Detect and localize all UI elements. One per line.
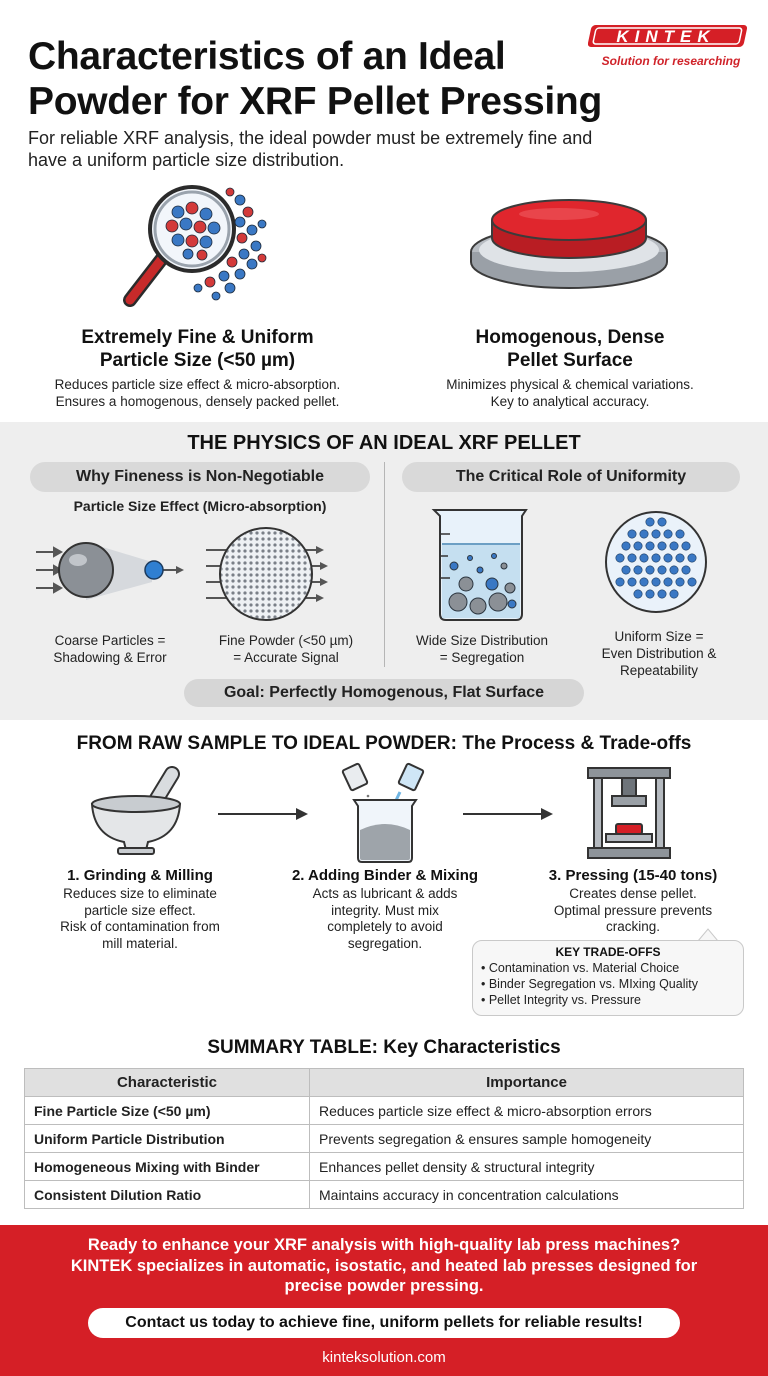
uniform-label-line-1: Uniform Size =: [614, 629, 704, 644]
table-cell-importance: Maintains accuracy in concentration calculations: [310, 1181, 744, 1209]
uniform-label-line-3: Repeatability: [619, 663, 699, 678]
uniform-particle: [658, 542, 666, 550]
page-title: [28, 34, 668, 124]
page-subtitle: [28, 127, 728, 171]
fine-label-line-1: Fine Powder (<50 µm): [218, 633, 354, 648]
uniform-particle: [646, 590, 654, 598]
section-divider: [384, 462, 385, 667]
uniform-particle: [628, 578, 636, 586]
wide-distribution-beaker-icon: [426, 504, 536, 622]
uniform-particle: [676, 554, 684, 562]
subtitle-line-2: have a uniform particle size distribution.: [28, 150, 345, 170]
uniform-particle: [652, 530, 660, 538]
uniform-particle: [682, 542, 690, 550]
table-row: [25, 1125, 744, 1153]
uniform-distribution-disk-icon: [604, 510, 708, 614]
table-cell-importance: Enhances pellet density & structural integrity: [310, 1153, 744, 1181]
pellet-disk-icon: [464, 190, 674, 290]
fine-powder-disk-icon: [206, 524, 328, 624]
feature-fine-desc-line-1: Reduces particle size effect & micro-absorption.: [54, 377, 341, 392]
fine-label-line-2: = Accurate Signal: [233, 650, 339, 665]
step-1-desc-line-2: particle size effect.: [84, 902, 196, 918]
tradeoff-item: • Pellet Integrity vs. Pressure: [481, 993, 641, 1007]
uniform-particle: [658, 566, 666, 574]
uniform-particle: [646, 542, 654, 550]
feature-surface-desc: [400, 376, 740, 410]
table-cell-importance: Prevents segregation & ensures sample homogeneity: [310, 1125, 744, 1153]
uniform-particle: [646, 566, 654, 574]
uniform-particle: [652, 554, 660, 562]
contact-cta-button[interactable]: Contact us today to achieve fine, uniform pellets for reliable results!: [88, 1308, 680, 1338]
uniform-particle: [664, 530, 672, 538]
table-cell-characteristic: Fine Particle Size (<50 µm): [25, 1097, 310, 1125]
logo-tagline: Solution for researching: [601, 54, 741, 68]
fineness-pill: Why Fineness is Non-Negotiable: [30, 462, 370, 492]
table-header-row: [25, 1069, 744, 1097]
feature-surface-desc-line-2: Key to analytical accuracy.: [490, 394, 650, 409]
tradeoff-item: • Contamination vs. Material Choice: [481, 961, 680, 975]
step-2-desc-line-4: segregation.: [347, 935, 423, 951]
uniform-particle: [640, 578, 648, 586]
coarse-label-line-1: Coarse Particles =: [54, 633, 166, 648]
feature-fine-desc-line-2: Ensures a homogenous, densely packed pellet.: [55, 394, 340, 409]
coarse-particle-shadow-icon: [34, 530, 190, 614]
feature-fine-title-line-2: Particle Size (<50 µm): [99, 350, 296, 371]
tradeoffs-title: KEY TRADE-OFFS: [555, 945, 661, 959]
uniform-size-label: [578, 628, 740, 679]
summary-table-title: SUMMARY TABLE: Key Characteristics: [207, 1037, 561, 1058]
uniform-particle: [622, 566, 630, 574]
uniform-label-line-2: Even Distribution &: [601, 646, 717, 661]
uniform-particle: [628, 530, 636, 538]
feature-fine-title: [40, 326, 355, 372]
uniform-particle: [688, 554, 696, 562]
process-title: FROM RAW SAMPLE TO IDEAL POWDER: The Process & Trade-offs: [76, 733, 692, 754]
uniform-particle: [616, 554, 624, 562]
uniform-particle: [670, 590, 678, 598]
footer-line-3: precise powder pressing.: [284, 1277, 484, 1295]
mortar-pestle-icon: [86, 766, 186, 856]
table-row: [25, 1153, 744, 1181]
step-3-title: 3. Pressing (15-40 tons): [548, 867, 718, 884]
feature-fine-title-line-1: Extremely Fine & Uniform: [81, 327, 314, 348]
magnifier-particles-icon: [112, 184, 282, 312]
table-cell-importance: Reduces particle size effect & micro-absorption errors: [310, 1097, 744, 1125]
beaker-mixing-icon: [340, 760, 430, 864]
footer-message: [20, 1235, 748, 1297]
wide-distribution-label: [396, 632, 568, 666]
title-line-1: Characteristics of an Ideal: [28, 35, 506, 78]
uniform-particle: [664, 578, 672, 586]
uniform-particle: [658, 518, 666, 526]
step-2-desc-line-3: completely to avoid: [327, 919, 443, 934]
footer-line-2: KINTEK specializes in automatic, isostatic, and heated lab presses designed for: [70, 1256, 698, 1275]
step-1-desc: [30, 886, 250, 952]
uniform-particle: [652, 578, 660, 586]
uniform-particle: [628, 554, 636, 562]
table-cell-characteristic: Consistent Dilution Ratio: [25, 1181, 310, 1209]
step-1-title: 1. Grinding & Milling: [67, 867, 213, 884]
coarse-particles-label: [20, 632, 200, 666]
uniform-particle: [682, 566, 690, 574]
uniform-particle: [646, 518, 654, 526]
subtitle-line-1: For reliable XRF analysis, the ideal powder must be extremely fine and: [28, 128, 593, 148]
step-2-desc-line-2: integrity. Must mix: [331, 902, 439, 918]
table-row: [25, 1097, 744, 1125]
uniform-particle: [634, 566, 642, 574]
feature-fine-desc: [20, 376, 375, 410]
fine-powder-label: [196, 632, 376, 666]
uniform-particle: [616, 578, 624, 586]
uniform-particle: [676, 530, 684, 538]
step-1-desc-line-1: Reduces size to eliminate: [63, 886, 217, 901]
step-2-desc-line-1: Acts as lubricant & adds: [312, 886, 458, 901]
physics-title: THE PHYSICS OF AN IDEAL XRF PELLET: [187, 432, 581, 454]
uniform-particle: [658, 590, 666, 598]
goal-pill: Goal: Perfectly Homogenous, Flat Surface: [184, 679, 584, 707]
uniform-particle: [634, 590, 642, 598]
step-3-desc-line-1: Creates dense pellet.: [569, 886, 697, 901]
step-arrow-2: [463, 806, 553, 822]
kintek-logo: [588, 24, 750, 48]
coarse-label-line-2: Shadowing & Error: [53, 650, 167, 665]
uniform-particle: [676, 578, 684, 586]
website-link[interactable]: kinteksolution.com: [322, 1349, 446, 1366]
wide-label-line-2: = Segregation: [439, 650, 525, 665]
uniform-particle: [670, 542, 678, 550]
uniform-particle: [634, 542, 642, 550]
uniform-particle: [640, 530, 648, 538]
step-2-title: 2. Adding Binder & Mixing: [291, 867, 479, 884]
uniform-particle: [664, 554, 672, 562]
step-1-desc-line-3: Risk of contamination from: [60, 919, 220, 934]
uniformity-pill: The Critical Role of Uniformity: [402, 462, 740, 492]
step-3-desc-line-2: Optimal pressure prevents: [553, 902, 713, 918]
step-3-desc-line-3: cracking.: [605, 919, 661, 934]
uniform-particle: [688, 578, 696, 586]
feature-surface-title-line-2: Pellet Surface: [507, 350, 633, 371]
table-cell-characteristic: Homogeneous Mixing with Binder: [25, 1153, 310, 1181]
feature-surface-desc-line-1: Minimizes physical & chemical variations.: [446, 377, 694, 392]
wide-label-line-1: Wide Size Distribution: [415, 633, 549, 648]
step-1-desc-line-4: mill material.: [102, 935, 178, 951]
press-icon: [586, 764, 672, 860]
step-2-desc: [272, 886, 498, 952]
table-cell-characteristic: Uniform Particle Distribution: [25, 1125, 310, 1153]
feature-surface-title-line-1: Homogenous, Dense: [475, 327, 665, 348]
title-line-2: Powder for XRF Pellet Pressing: [28, 80, 602, 123]
footer-line-1: Ready to enhance your XRF analysis with high-quality lab press machines?: [87, 1236, 681, 1254]
summary-table: [24, 1068, 744, 1209]
column-header-importance: Importance: [310, 1069, 744, 1097]
particle-size-effect-label: Particle Size Effect (Micro-absorption): [73, 498, 327, 514]
logo-text: KINTEK: [616, 27, 716, 46]
uniform-particle: [670, 566, 678, 574]
feature-surface-title: [410, 326, 730, 372]
uniform-particle: [622, 542, 630, 550]
tradeoff-item: • Binder Segregation vs. MIxing Quality: [481, 977, 698, 991]
key-tradeoffs-callout: [472, 940, 744, 1016]
column-header-characteristic: Characteristic: [25, 1069, 310, 1097]
uniform-particle: [640, 554, 648, 562]
table-row: [25, 1181, 744, 1209]
step-arrow-1: [218, 806, 308, 822]
